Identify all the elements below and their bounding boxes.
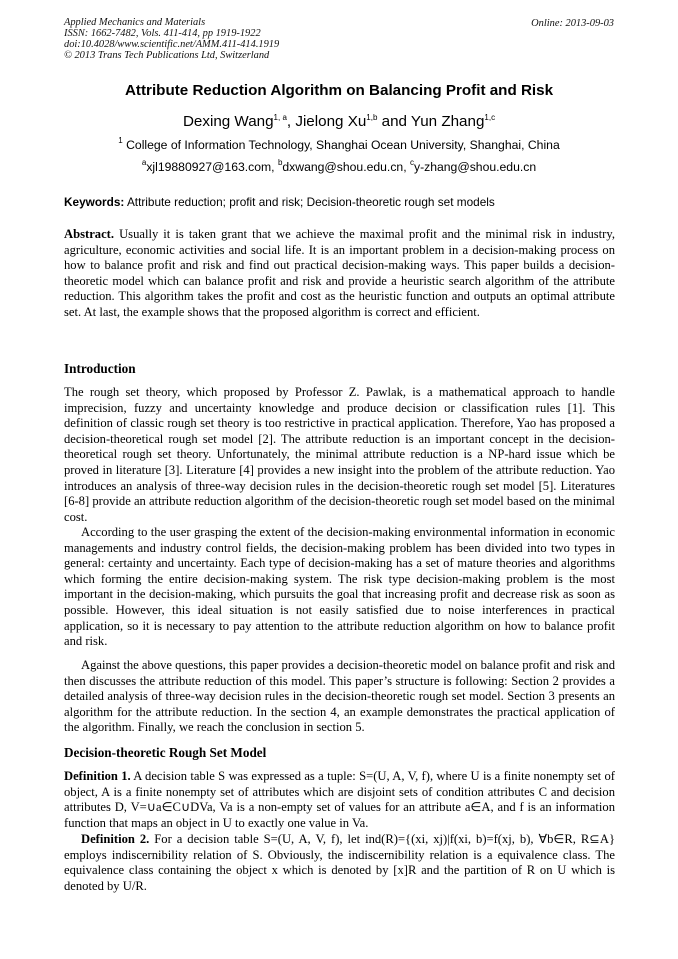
issn-line: ISSN: 1662-7482, Vols. 411-414, pp 1919-1922 xyxy=(64,28,261,39)
section-heading-introduction: Introduction xyxy=(64,361,136,376)
author-separator: , xyxy=(286,113,296,130)
author-superscript: 1,b xyxy=(366,113,378,122)
definition-2-label: Definition 2. xyxy=(81,832,150,846)
author-superscript: 1, a xyxy=(273,113,287,122)
email-superscript: b xyxy=(277,158,283,167)
affiliation-superscript: 1 xyxy=(118,136,123,145)
author-superscript: 1,c xyxy=(484,113,496,122)
journal-name: Applied Mechanics and Materials xyxy=(64,17,206,28)
intro-paragraph-2: According to the user grasping the extent of the decision-making environmental information in economic managements and industry control fields, the decision-making problem has been divided into two types in general: certainty and uncertainty. Each type of decision-making has a set of mature theories and algorithms which forming the entire decision-making system. The risk type decision-making problem is the most important in the decision-making, which pursuits the goal that increasing profit and decrease risk as soon as possible. However, this ideal situation is not easily satisfied due to noise interferences in practical application, so it is necessary to pay attention to the attribute reduction algorithm on how to balance profit and risk. xyxy=(64,525,615,649)
email-link[interactable]: dxwang@shou.edu.cn, xyxy=(282,160,410,174)
abstract-text: Usually it is taken grant that we achieve the maximal profit and the minimal risk in industry, agriculture, economic activities and social life. It is an important problem in a decision-making process on how to balance profit and risk and find out practical decision-making ways. This paper builds a decision-theoretic model which can balance profit and risk and provide a heuristic search algorithm of the attribute reduction. This algorithm takes the profit and cost as the heuristic function and outputs an optimal attribute set. At last, the example shows that the proposed algorithm is correct and efficient. xyxy=(64,227,615,319)
keywords-text: Attribute reduction; profit and risk; Decision-theoretic rough set models xyxy=(124,195,495,209)
abstract xyxy=(64,227,615,321)
email-link[interactable]: xjl19880927@163.com, xyxy=(146,160,278,174)
author-list xyxy=(0,113,678,130)
affiliation-text: College of Information Technology, Shanghai Ocean University, Shanghai, China xyxy=(126,138,560,152)
email-link[interactable]: y-zhang@shou.edu.cn xyxy=(413,160,537,174)
email-superscript: c xyxy=(409,158,414,167)
author-name: Dexing Wang xyxy=(182,113,274,130)
author-separator: and xyxy=(377,113,411,130)
definition-1-text: A decision table S was expressed as a tuple: S=(U, A, V, f), where U is a finite nonempty set of object, A is a finite nonempty set of attributes which are disjoint sets of condition attributes C and decision attributes D, V=∪a∈C∪DVa, Va is a non-empty set of values for an attribute a∈A, and f is an information function that maps an object in U to exactly one value in Va. xyxy=(64,769,615,830)
author-name: Yun Zhang xyxy=(410,113,485,130)
definition-2 xyxy=(64,832,615,894)
paper-title: Attribute Reduction Algorithm on Balancing Profit and Risk xyxy=(124,82,554,99)
author-emails xyxy=(0,160,678,174)
section-heading-model: Decision-theoretic Rough Set Model xyxy=(64,745,267,760)
author-name: Jielong Xu xyxy=(295,113,367,130)
abstract-label: Abstract. xyxy=(64,227,115,241)
intro-paragraph-3: Against the above questions, this paper provides a decision-theoretic model on balance profit and risk and then discusses the attribute reduction of this model. This paper’s structure is following: Section 2 provides a detailed analysis of three-way decision rules in the decision-theoretic rough set model. Section 3 presents an algorithm for the attribute reduction. In the section 4, an example demonstrates the practical application of the algorithm. Finally, we reach the conclusion in section 5. xyxy=(64,658,615,735)
definition-1-label: Definition 1. xyxy=(64,769,131,783)
doi-line: doi:10.4028/www.scientific.net/AMM.411-414.1919 xyxy=(64,39,280,50)
keywords xyxy=(64,195,620,209)
definition-1 xyxy=(64,769,615,831)
keywords-label: Keywords: xyxy=(64,195,125,209)
online-date: Online: 2013-09-03 xyxy=(531,18,614,29)
definition-2-text: For a decision table S=(U, A, V, f), let ind(R)={(xi, xj)|f(xi, b)=f(xj, b), ∀b∈R, R⊆A} employs indiscernibility relation of S. Obviously, the indiscernibility relation is a equivalence class. The equivalence class containing the object x which is denoted by [x]R and the partition of R on U which is denoted by U/R. xyxy=(64,832,615,893)
affiliation xyxy=(0,138,678,152)
intro-paragraph-1: The rough set theory, which proposed by Professor Z. Pawlak, is a mathematical approach to handle imprecision, fuzzy and uncertainty knowledge and produce decision or classification rules [1]. This definition of classic rough set theory is too restrictive in practical application. Therefore, Yao has proposed a decision-theoretical rough set model [2]. The attribute reduction is an important concept in the decision-theoretical rough set theory. Unfortunately, the minimal attribute reduction is a NP-hard issue which be proved in literature [3]. Literature [4] provides a new insight into the problem of the attribute reduction. Yao introduces an analysis of three-way decision rules in the decision-theoretic rough set model [5]. Literatures [6-8] provide an attribute reduction algorithm of the decision-theoretic rough set model based on the minimal cost. xyxy=(64,385,615,524)
email-superscript: a xyxy=(141,158,147,167)
copyright-line: © 2013 Trans Tech Publications Ltd, Switzerland xyxy=(64,50,270,61)
